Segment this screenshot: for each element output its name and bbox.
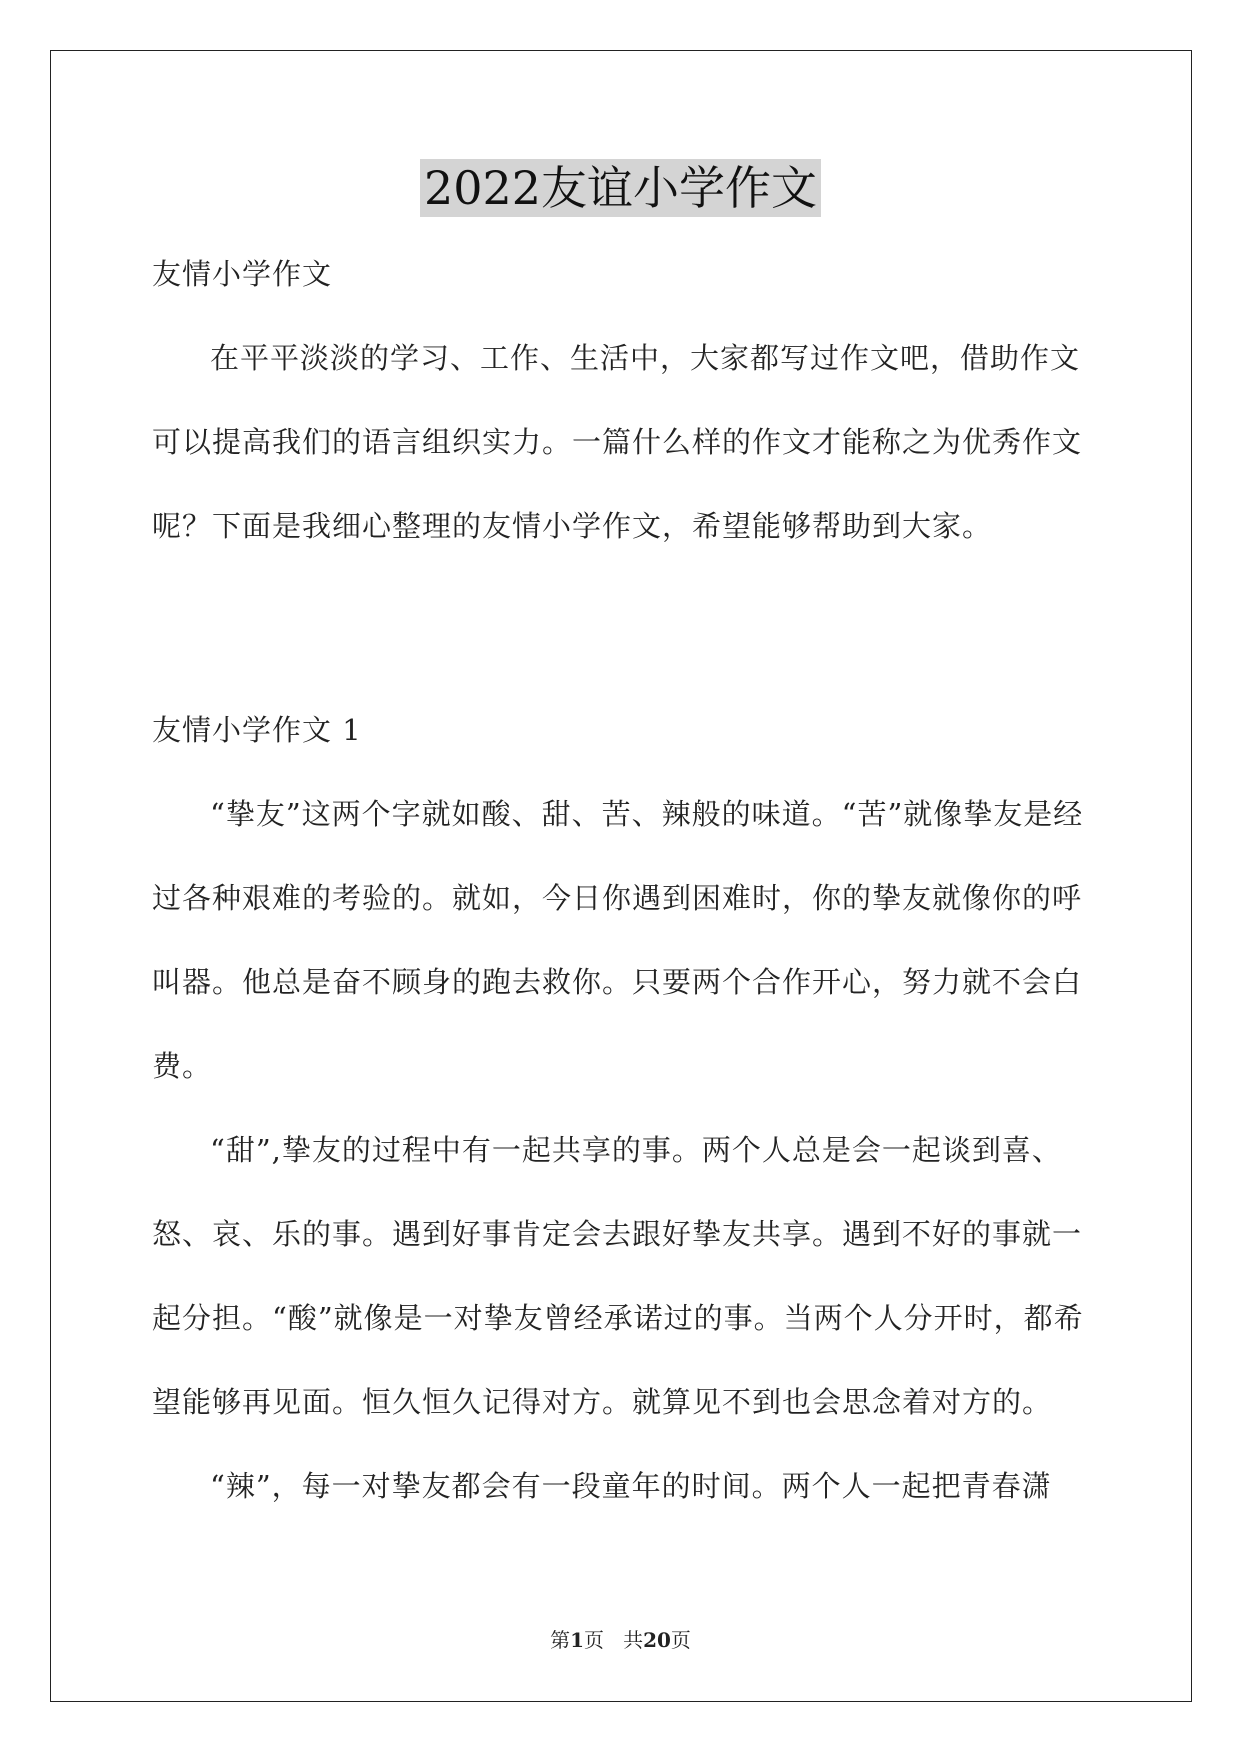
body-paragraph: “甜”,挚友的过程中有一起共享的事。两个人总是会一起谈到喜、怒、哀、乐的事。遇到好事肯定会去跟好挚友共享。遇到不好的事就一起分担。“酸”就像是一对挚友曾经承诺过的事。当两个人分开时，都希望能够再见面。恒久恒久记得对方。就算见不到也会思念着对方的。 (152, 1133, 1084, 1419)
total-prefix: 共 (623, 1628, 644, 1652)
section-heading: 友情小学作文 1 (152, 713, 362, 747)
total-pages: 20 (643, 1628, 671, 1652)
page-suffix: 页 (584, 1628, 604, 1652)
document-body (152, 232, 1092, 1528)
body-paragraph: “挚友”这两个字就如酸、甜、苦、辣般的味道。“苦”就像挚友是经过各种艰难的考验的。就如，今日你遇到困难时，你的挚友就像你的呼叫器。他总是奋不顾身的跑去救你。只要两个合作开心，努力就不会白费。 (152, 797, 1084, 1083)
page-footer (0, 1624, 1241, 1653)
page-prefix: 第 (550, 1628, 571, 1652)
title-text: 2022友谊小学作文 (420, 159, 821, 217)
section-gap (152, 568, 1092, 688)
page-number: 1 (570, 1628, 584, 1652)
total-suffix: 页 (670, 1628, 691, 1652)
intro-paragraph: 在平平淡淡的学习、工作、生活中，大家都写过作文吧，借助作文可以提高我们的语言组织实力。一篇什么样的作文才能称之为优秀作文呢？下面是我细心整理的友情小学作文，希望能够帮助到大家。 (152, 341, 1083, 543)
subtitle: 友情小学作文 (152, 257, 333, 291)
body-paragraph: “辣”，每一对挚友都会有一段童年的时间。两个人一起把青春潇 (210, 1469, 1052, 1503)
document-title (0, 160, 1241, 216)
